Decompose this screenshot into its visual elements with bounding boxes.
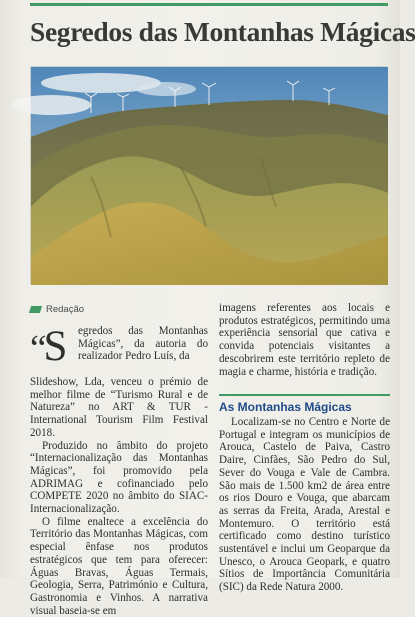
paragraph-1-rest: Slideshow, Lda, venceu o prémio de melhor filme de “Turismo Rural e de Natureza” no ART & TUR - International Tourism Film Festival 2018.: [30, 376, 208, 439]
headline: Segredos das Montanhas Mágicas: [30, 16, 415, 47]
section-rule: [219, 394, 390, 396]
lead-text: egredos das Montanhas Mágicas”, da autoria do realizador Pedro Luís, da: [78, 325, 208, 363]
byline-author: Redação: [46, 303, 85, 315]
paragraph-3: O filme enaltece a excelência do Território das Montanhas Mágicas, com especial ênfase nos produtos estratégicos que tem para oferecer: Águas Bravas, Águas Termais, Geologia, Serra, Património e Cultura, Gastronomia e Vinhos. A narrativa visual baseia-se em: [30, 515, 208, 617]
section-column: [219, 416, 390, 594]
byline: [30, 302, 84, 316]
top-rule: [30, 3, 388, 6]
byline-marker: [29, 306, 42, 313]
section-title: As Montanhas Mágicas: [219, 400, 352, 414]
dropcap-letter: S: [43, 323, 68, 370]
article-column-right: [219, 302, 390, 378]
dropcap-quote: “: [30, 328, 42, 369]
paragraph-3-continued: imagens referentes aos locais e produtos estratégicos, permitindo uma experiência sensorial que cativa e convida potenciais visitantes a descobrirem este território repleto de magia e charme, história e tradição.: [219, 302, 390, 378]
dropcap: [30, 323, 78, 370]
paragraph-2: Produzido no âmbito do projeto “Internacionalização das Montanhas Mágicas”, foi promovido pela ADRIMAG e cofinanciado pelo COMPETE 2020 no âmbito do SIAC-Internacionalização.: [30, 439, 208, 516]
section-paragraph: Localizam-se no Centro e Norte de Portugal e integram os municípios de Arouca, Castelo de Paiva, Castro Daire, Cinfães, São Pedro do Sul, Sever do Vouga e Vale de Cambra. São mais de 1.500 km2 de área entre os rios Douro e Vouga, que abarcam as serras da Freita, Arada, Arestal e Montemuro. O território está certificado como destino turístico sustentável e inclui um Geoparque da Unesco, o Arouca Geopark, e quatro Sítios de Importância Comunitária (SIC) da Rede Natura 2000.: [219, 416, 390, 594]
lead-paragraph: [30, 325, 208, 376]
photo-illustration: [31, 67, 388, 285]
article-column-left: [30, 325, 208, 617]
mountain-wind-farm-photo: [30, 66, 387, 284]
